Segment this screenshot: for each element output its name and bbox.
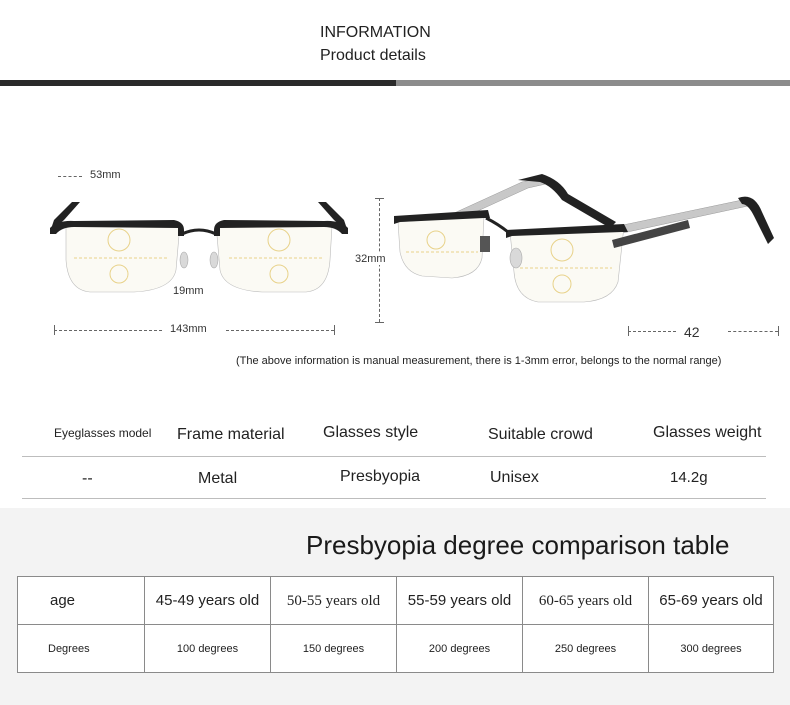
temple-length-label: 42 (684, 324, 700, 340)
degree-cell: 200 degrees (397, 625, 523, 673)
age-cell: 55-59 years old (397, 577, 523, 625)
spec-header-model: Eyeglasses model (54, 426, 152, 440)
lens-height-tick-top (375, 198, 384, 199)
table-row-age (18, 577, 774, 625)
spec-divider-bottom (22, 498, 766, 499)
page-header (320, 22, 431, 68)
spec-header-style: Glasses style (323, 424, 419, 441)
header-subtitle: Product details (320, 47, 426, 64)
spec-value-weight: 14.2g (670, 469, 708, 486)
age-cell (271, 577, 397, 625)
age-cell-text: 60-65 years old (538, 592, 633, 609)
header-divider-light (396, 80, 790, 86)
degree-cell: 150 degrees (271, 625, 397, 673)
temple-line-right (728, 331, 778, 332)
temple-tick-left (628, 326, 629, 336)
spec-value-model: -- (82, 470, 93, 487)
table-row-degrees (18, 625, 774, 673)
row-label-degrees: Degrees (18, 625, 145, 673)
spec-header-crowd: Suitable crowd (488, 426, 593, 443)
age-cell-text: 50-55 years old (286, 592, 381, 609)
lens-width-line (58, 176, 82, 177)
degree-cell: 250 degrees (523, 625, 649, 673)
spec-value-style: Presbyopia (340, 468, 421, 485)
frame-width-tick-right (334, 325, 335, 335)
glasses-front-view-image (44, 190, 354, 300)
frame-width-label: 143mm (170, 323, 207, 335)
lens-height-tick-bottom (375, 322, 384, 323)
degree-comparison-table (17, 576, 774, 673)
row-label-age: age (18, 577, 145, 625)
lens-width-label: 53mm (90, 169, 121, 181)
bridge-label: 19mm (173, 285, 204, 297)
temple-tick-right (778, 326, 779, 336)
frame-width-line-right (226, 330, 334, 331)
glasses-side-view-image (392, 172, 782, 312)
spec-divider-top (22, 456, 766, 457)
comparison-title: Presbyopia degree comparison table (306, 530, 730, 560)
header-divider-dark (0, 80, 396, 86)
frame-width-line-left (54, 330, 162, 331)
degree-cell: 100 degrees (145, 625, 271, 673)
degree-cell: 300 degrees (649, 625, 774, 673)
measurement-note: (The above information is manual measurement, there is 1-3mm error, belongs to the normal range) (236, 355, 722, 367)
spec-header-material: Frame material (177, 426, 285, 443)
spec-header-weight: Glasses weight (653, 424, 762, 441)
frame-width-tick-left (54, 325, 55, 335)
temple-line-left (628, 331, 676, 332)
header-title: INFORMATION (320, 24, 431, 41)
spec-value-material: Metal (198, 470, 238, 487)
age-cell: 45-49 years old (145, 577, 271, 625)
age-cell (523, 577, 649, 625)
spec-value-crowd: Unisex (490, 469, 539, 486)
lens-height-label: 32mm (355, 253, 386, 265)
age-cell: 65-69 years old (649, 577, 774, 625)
